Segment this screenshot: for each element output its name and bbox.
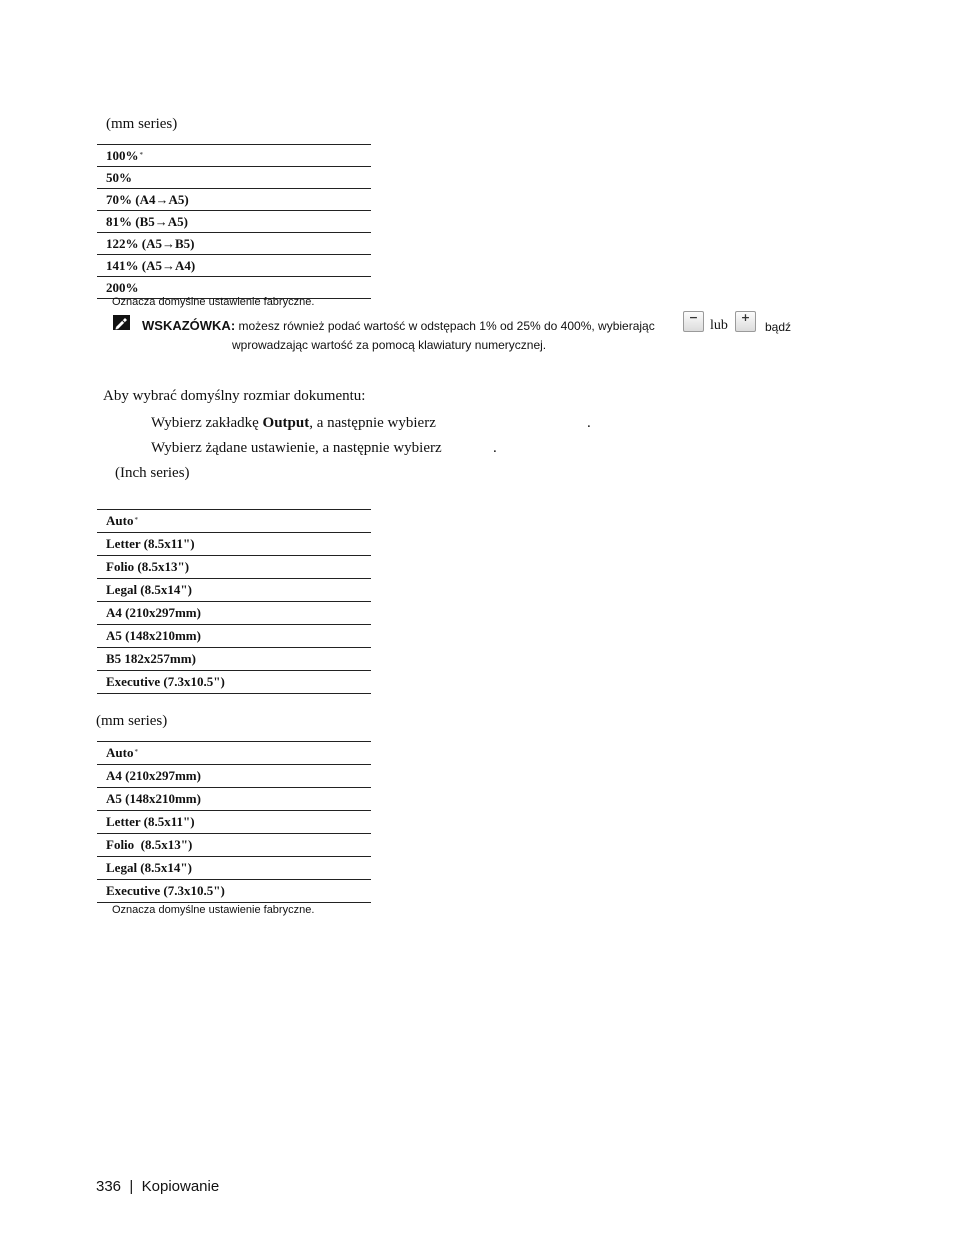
inch-size-table <box>97 509 371 694</box>
step-2: Wybierz żądane ustawienie, a następnie wybierz <box>151 440 442 456</box>
default-marker: * <box>134 516 138 524</box>
option-label: Letter (8.5x11") <box>106 536 195 551</box>
pencil-note-icon <box>112 314 132 332</box>
footer-section: Kopiowanie <box>141 1178 220 1195</box>
footnote-default: Oznacza domyślne ustawienie fabryczne. <box>112 296 315 308</box>
option-label: B5 182x257mm) <box>106 651 196 666</box>
step-1-text-after: , a następnie wybierz <box>309 415 436 431</box>
option-label: A4 (210x297mm) <box>106 605 201 620</box>
table-row <box>97 648 371 671</box>
option-label: 122% (A5→B5) <box>106 235 195 251</box>
table-row <box>97 625 371 648</box>
table-row <box>97 880 371 903</box>
option-label: Folio (8.5x13") <box>106 559 190 574</box>
plus-icon: + <box>735 311 756 332</box>
option-label: Letter (8.5x11") <box>106 814 195 829</box>
table-row <box>97 788 371 811</box>
table-row <box>97 579 371 602</box>
table-row <box>97 510 371 533</box>
table-row <box>97 533 371 556</box>
table-row <box>97 189 371 211</box>
footnote-default-2: Oznacza domyślne ustawienie fabryczne. <box>112 904 315 916</box>
note-line-2: wprowadzając wartość za pomocą klawiatury numerycznej. <box>232 338 547 352</box>
table-row <box>97 834 371 857</box>
step-1 <box>151 415 436 432</box>
table-row <box>97 811 371 834</box>
table-row <box>97 742 371 765</box>
note-lub: lub <box>710 318 728 333</box>
option-label: 141% (A5→A4) <box>106 257 196 273</box>
option-label: Folio (8.5x13") <box>106 837 193 852</box>
mm-series-label-2: (mm series) <box>96 713 168 729</box>
table-row <box>97 556 371 579</box>
table-row <box>97 167 371 189</box>
reduce-enlarge-table <box>97 144 371 299</box>
option-label: 100% <box>106 147 139 163</box>
step-1-bold: Output <box>262 415 310 431</box>
option-label: Legal (8.5x14") <box>106 860 192 875</box>
table-row <box>97 602 371 625</box>
table-row <box>97 671 371 694</box>
page-number: 336 <box>96 1178 122 1195</box>
option-label: Legal (8.5x14") <box>106 582 192 597</box>
step-1-text: Wybierz zakładkę <box>151 415 263 431</box>
table-row <box>97 857 371 880</box>
minus-icon: − <box>683 311 704 332</box>
default-marker: * <box>139 150 143 159</box>
note-label: WSKAZÓWKA: <box>142 318 236 333</box>
footer-separator: | <box>129 1178 134 1195</box>
option-label: Auto <box>106 513 134 528</box>
page-footer <box>96 1178 219 1195</box>
option-label: Auto <box>106 745 134 760</box>
default-marker: * <box>134 748 138 756</box>
option-label: A4 (210x297mm) <box>106 768 201 783</box>
option-label: Executive (7.3x10.5") <box>106 883 225 898</box>
note-line-1 <box>142 318 655 333</box>
note-text: możesz również podać wartość w odstępach 1% od 25% do 400%, wybierając <box>238 319 655 333</box>
option-label: 200% <box>106 279 139 295</box>
table-row <box>97 211 371 233</box>
step-1-end: . <box>587 415 591 431</box>
inch-series-label: (Inch series) <box>115 465 190 481</box>
option-label: A5 (148x210mm) <box>106 628 201 643</box>
table-row <box>97 255 371 277</box>
doc-size-intro: Aby wybrać domyślny rozmiar dokumentu: <box>103 388 366 404</box>
mm-series-label: (mm series) <box>106 116 178 132</box>
step-2-end: . <box>493 440 497 456</box>
note-text-after: bądź <box>765 320 792 334</box>
table-row <box>97 145 371 167</box>
mm-size-table <box>97 741 371 903</box>
option-label: 70% (A4→A5) <box>106 191 189 207</box>
option-label: A5 (148x210mm) <box>106 791 201 806</box>
table-row <box>97 765 371 788</box>
option-label: Executive (7.3x10.5") <box>106 674 225 689</box>
table-row <box>97 233 371 255</box>
option-label: 50% <box>106 169 132 185</box>
option-label: 81% (B5→A5) <box>106 213 188 229</box>
